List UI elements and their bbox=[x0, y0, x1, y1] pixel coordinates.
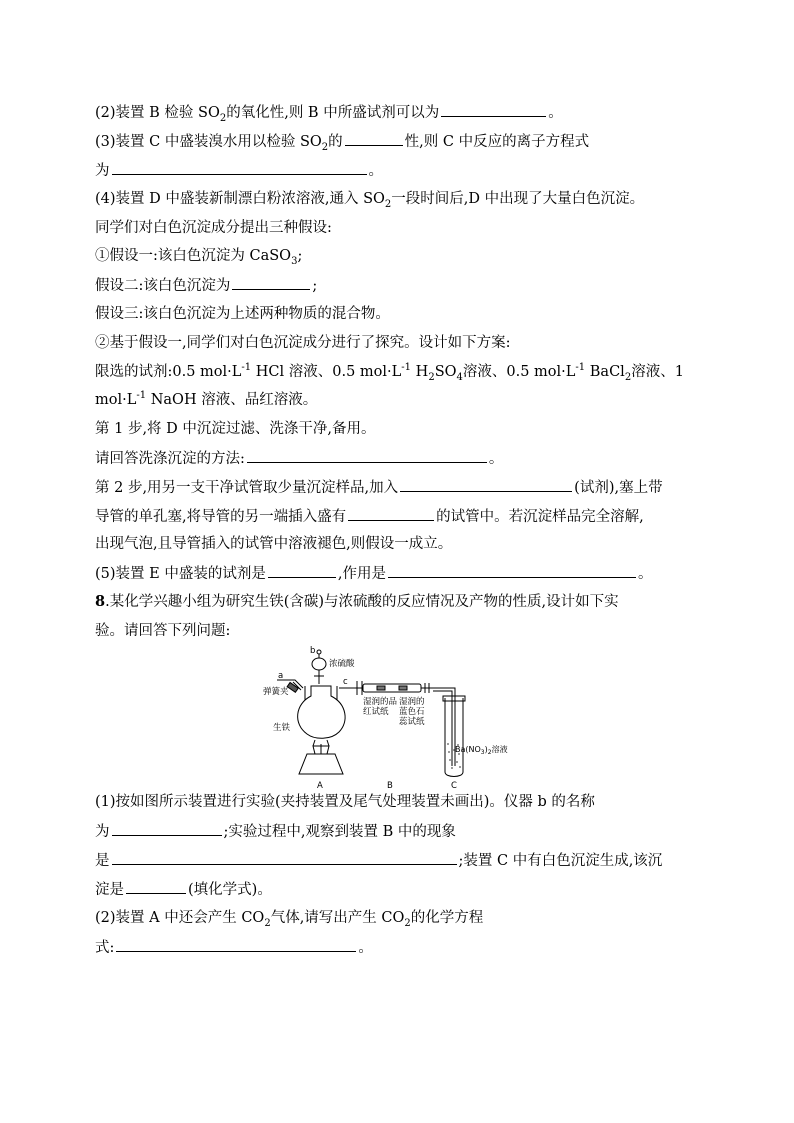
question-8-part-2-cont bbox=[95, 937, 373, 958]
label-b: b bbox=[310, 646, 316, 656]
question-7-part-2 bbox=[95, 102, 563, 123]
text: 。 bbox=[637, 566, 653, 582]
text: 假设二:该白色沉淀为 bbox=[95, 278, 231, 294]
text: 。 bbox=[358, 940, 373, 956]
step-2-conclusion bbox=[95, 534, 452, 554]
text: (试剂),塞上带 bbox=[574, 480, 663, 496]
text: 第 1 步,将 D 中沉淀过滤、洗涤干净,备用。 bbox=[95, 421, 376, 437]
text: 的化学方程 bbox=[410, 910, 484, 926]
text: ;装置 C 中有白色沉淀生成,该沉 bbox=[458, 853, 663, 869]
text: ; bbox=[312, 278, 318, 294]
question-8-part-1-cont bbox=[95, 821, 456, 842]
text: mol·L bbox=[95, 392, 137, 408]
reagent-list bbox=[95, 362, 684, 382]
subscript: 2 bbox=[321, 141, 329, 153]
text: BaCl bbox=[585, 364, 625, 380]
label-paper1-line2: 红试纸 bbox=[363, 707, 389, 717]
superscript: -1 bbox=[575, 362, 586, 374]
experiment-design bbox=[95, 333, 511, 353]
label-a: a bbox=[278, 671, 284, 681]
answer-blank[interactable] bbox=[441, 102, 546, 117]
text: 式: bbox=[95, 940, 115, 956]
text: 的氧化性,则 B 中所盛试剂可以为 bbox=[226, 105, 440, 121]
solution-text: Ba(NO bbox=[455, 745, 481, 754]
text: ①假设一:该白色沉淀为 CaSO bbox=[95, 248, 292, 264]
label-A: A bbox=[317, 781, 323, 791]
superscript: -1 bbox=[136, 390, 147, 402]
answer-blank[interactable] bbox=[348, 506, 434, 521]
text: 请回答洗涤沉淀的方法: bbox=[95, 451, 245, 467]
text: 导管的单孔塞,将导管的另一端插入盛有 bbox=[95, 509, 347, 525]
text: ②基于假设一,同学们对白色沉淀成分进行了探究。设计如下方案: bbox=[95, 335, 511, 351]
question-7-part-5 bbox=[95, 563, 652, 584]
text: 溶液、0.5 mol·L bbox=[462, 364, 576, 380]
reagent-list-cont bbox=[95, 390, 317, 410]
text: 的试管中。若沉淀样品完全溶解, bbox=[436, 509, 644, 525]
answer-blank[interactable] bbox=[247, 448, 487, 463]
label-clamp: 弹簧夹 bbox=[263, 687, 289, 697]
text: 第 2 步,用另一支干净试管取少量沉淀样品,加入 bbox=[95, 480, 399, 496]
label-c: c bbox=[343, 677, 348, 687]
step-2 bbox=[95, 477, 663, 498]
step-1 bbox=[95, 419, 376, 439]
hypothesis-intro bbox=[95, 218, 332, 238]
subscript: 3 bbox=[291, 255, 298, 267]
step-2-cont bbox=[95, 506, 644, 527]
text: 同学们对白色沉淀成分提出三种假设: bbox=[95, 220, 332, 236]
text: 出现气泡,且导管插入的试管中溶液褪色,则假设一成立。 bbox=[95, 536, 453, 552]
subscript: 2 bbox=[624, 371, 632, 383]
answer-blank[interactable] bbox=[268, 563, 336, 578]
solution-subscript: 2 bbox=[487, 749, 492, 756]
text: 是 bbox=[95, 853, 110, 869]
text: 验。请回答下列问题: bbox=[95, 623, 231, 639]
subscript: 2 bbox=[219, 112, 227, 124]
text: 为 bbox=[95, 824, 110, 840]
separatory-funnel bbox=[312, 658, 326, 670]
answer-blank[interactable] bbox=[400, 477, 572, 492]
text: 为 bbox=[95, 163, 110, 179]
answer-blank[interactable] bbox=[112, 160, 367, 175]
apparatus-figure bbox=[255, 646, 508, 796]
text: ;实验过程中,观察到装置 B 中的现象 bbox=[223, 824, 456, 840]
label-iron: 生铁 bbox=[273, 723, 291, 733]
apparatus-diagram bbox=[255, 646, 508, 796]
question-7-part-3 bbox=[95, 131, 589, 152]
question-8-part-1-cont3 bbox=[95, 879, 272, 900]
text: 假设三:该白色沉淀为上述两种物质的混合物。 bbox=[95, 306, 390, 322]
label-paper2-line3: 蕊试纸 bbox=[399, 717, 425, 727]
text: 。 bbox=[488, 451, 504, 467]
text: 限选的试剂:0.5 mol·L bbox=[95, 364, 242, 380]
answer-blank[interactable] bbox=[126, 879, 186, 894]
question-8-part-2 bbox=[95, 908, 483, 928]
answer-blank[interactable] bbox=[388, 563, 636, 578]
text: 一段时间后,D 中出现了大量白色沉淀。 bbox=[391, 191, 645, 207]
hypothesis-1 bbox=[95, 246, 302, 266]
answer-blank[interactable] bbox=[112, 821, 222, 836]
label-paper2-line2: 蓝色石 bbox=[399, 707, 425, 717]
answer-blank[interactable] bbox=[345, 131, 403, 146]
hypothesis-2 bbox=[95, 275, 317, 296]
superscript: -1 bbox=[401, 362, 412, 374]
question-number: 8 bbox=[95, 593, 106, 610]
superscript: -1 bbox=[241, 362, 252, 374]
question-8-part-1-cont2 bbox=[95, 850, 662, 871]
text: SO bbox=[434, 364, 457, 380]
text: (4)装置 D 中盛装新制漂白粉浓溶液,通入 SO bbox=[95, 191, 385, 207]
label-paper2-line1: 湿润的 bbox=[399, 697, 425, 707]
text: H bbox=[411, 364, 429, 380]
text: (5)装置 E 中盛装的试剂是 bbox=[95, 566, 266, 582]
alcohol-lamp bbox=[299, 754, 343, 774]
text: (1)按如图所示装置进行实验(夹持装置及尾气处理装置未画出)。仪器 b 的名称 bbox=[95, 794, 595, 810]
text: ; bbox=[297, 248, 303, 264]
text: 。 bbox=[368, 163, 383, 179]
label-paper1-line1: 湿润的品 bbox=[363, 697, 398, 707]
text: HCl 溶液、0.5 mol·L bbox=[251, 364, 402, 380]
text: .某化学兴趣小组为研究生铁(含碳)与浓硫酸的反应情况及产物的性质,设计如下实 bbox=[105, 594, 619, 610]
question-7-part-4 bbox=[95, 189, 644, 209]
text: (3)装置 C 中盛装溴水用以检验 SO bbox=[95, 134, 322, 150]
spring-clamp bbox=[287, 682, 298, 692]
text: 。 bbox=[548, 105, 563, 121]
text: 气体,请写出产生 CO bbox=[270, 910, 405, 926]
text: ,作用是 bbox=[337, 566, 386, 582]
subscript: 2 bbox=[384, 198, 392, 210]
test-tube-c bbox=[445, 698, 463, 777]
label-B: B bbox=[387, 781, 393, 791]
text: (2)装置 B 检验 SO bbox=[95, 105, 220, 121]
subscript: 4 bbox=[456, 371, 463, 383]
question-8-stem bbox=[95, 592, 619, 612]
wash-method bbox=[95, 448, 503, 469]
solution-text: ) bbox=[484, 745, 488, 754]
question-8-part-1 bbox=[95, 792, 595, 812]
answer-blank[interactable] bbox=[116, 937, 356, 952]
answer-blank[interactable] bbox=[232, 275, 310, 290]
solution-subscript: 3 bbox=[480, 749, 485, 756]
text: (2)装置 A 中还会产生 CO bbox=[95, 910, 265, 926]
solution-text: 溶液 bbox=[491, 745, 508, 754]
text: 溶液、1 bbox=[631, 364, 684, 380]
label-acid: 浓硫酸 bbox=[329, 659, 355, 669]
question-7-part-3-cont bbox=[95, 160, 383, 181]
text: (填化学式)。 bbox=[188, 882, 272, 898]
subscript: 2 bbox=[428, 371, 435, 383]
subscript: 2 bbox=[404, 917, 411, 929]
question-8-stem-cont bbox=[95, 621, 230, 641]
text: 性,则 C 中反应的离子方程式 bbox=[404, 134, 590, 150]
label-C: C bbox=[451, 781, 457, 791]
answer-blank[interactable] bbox=[112, 850, 457, 865]
text: 的 bbox=[328, 134, 343, 150]
text: 淀是 bbox=[95, 882, 124, 898]
tube-b bbox=[363, 684, 421, 692]
subscript: 2 bbox=[264, 917, 271, 929]
hypothesis-3 bbox=[95, 304, 390, 324]
text: NaOH 溶液、品红溶液。 bbox=[146, 392, 318, 408]
